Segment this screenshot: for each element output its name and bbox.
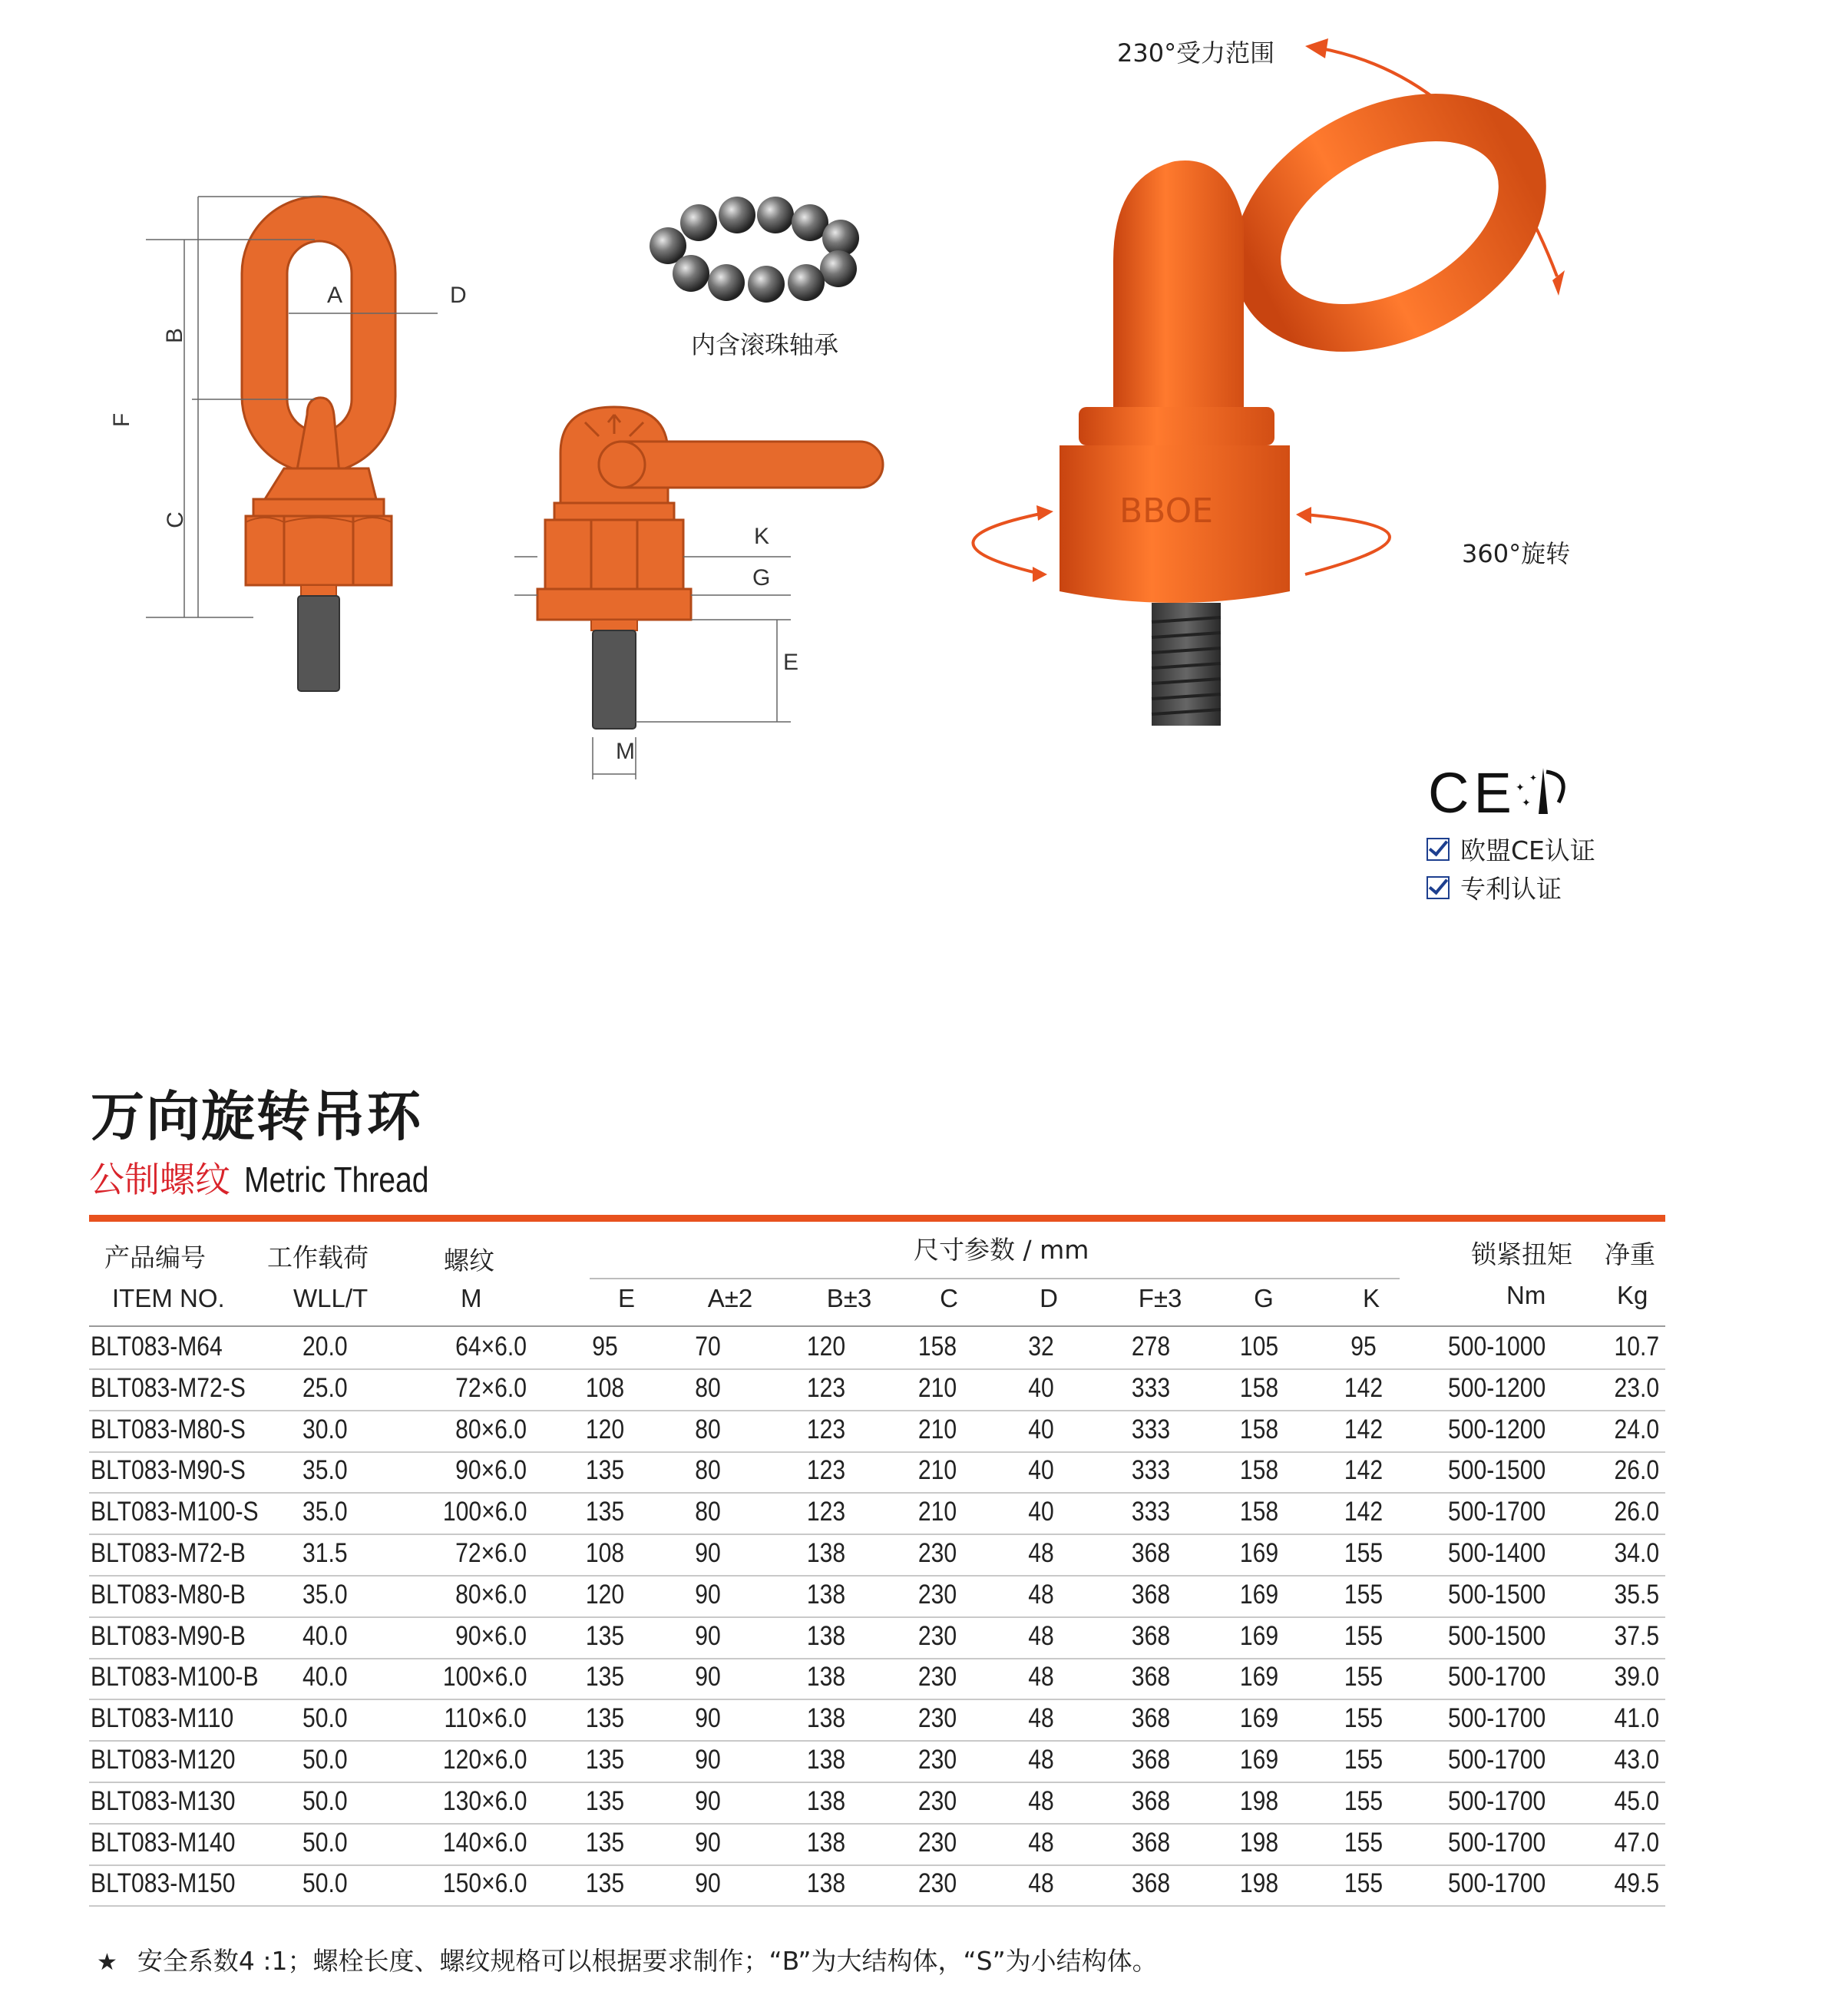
cell-weight: 37.5 [1614, 1620, 1659, 1651]
cell-torque: 500-1700 [1448, 1662, 1546, 1692]
cell-dim-B: 138 [806, 1827, 846, 1858]
cell-dim-K: 155 [1344, 1620, 1384, 1651]
dim-label-B: B [162, 327, 188, 344]
header-dim-group: 尺寸参数 / mm [914, 1235, 1089, 1265]
cell-dim-E: 135 [585, 1827, 625, 1858]
cell-thread: 130×6.0 [442, 1785, 527, 1816]
table-row [89, 1782, 1665, 1825]
cell-item-no: BLT083-M64 [91, 1332, 223, 1362]
cell-weight: 49.5 [1614, 1868, 1659, 1899]
header-wll-en: WLL/T [293, 1284, 369, 1312]
cell-weight: 10.7 [1614, 1332, 1659, 1362]
cell-dim-E: 135 [585, 1620, 625, 1651]
cell-dim-K: 142 [1344, 1372, 1384, 1403]
page-subtitle [89, 1152, 461, 1203]
cell-dim-D: 40 [1028, 1372, 1054, 1403]
cell-wll: 20.0 [302, 1332, 348, 1362]
cell-wll: 25.0 [302, 1372, 348, 1403]
table-row [89, 1492, 1665, 1535]
cell-thread: 110×6.0 [444, 1703, 527, 1734]
cell-dim-K: 155 [1344, 1868, 1384, 1899]
subtitle-en: Metric Thread [244, 1160, 429, 1199]
cell-dim-D: 48 [1028, 1868, 1054, 1899]
cell-dim-G: 169 [1239, 1579, 1279, 1610]
cell-wll: 50.0 [302, 1703, 348, 1734]
cell-dim-F: 368 [1131, 1538, 1171, 1568]
cell-dim-C: 230 [917, 1579, 957, 1610]
checked-checkbox-icon [1426, 838, 1450, 861]
cell-dim-F: 333 [1131, 1414, 1171, 1444]
cell-dim-F: 333 [1131, 1497, 1171, 1527]
cell-torque: 500-1400 [1448, 1538, 1546, 1568]
subtitle-cn: 公制螺纹 [89, 1159, 230, 1200]
cell-dim-D: 48 [1028, 1662, 1054, 1692]
cell-dim-E: 135 [585, 1868, 625, 1899]
table-row [89, 1451, 1665, 1494]
cell-dim-B: 123 [806, 1372, 846, 1403]
cell-dim-F: 368 [1131, 1745, 1171, 1775]
cell-thread: 100×6.0 [442, 1662, 527, 1692]
cell-dim-C: 230 [917, 1745, 957, 1775]
cell-dim-K: 142 [1344, 1414, 1384, 1444]
front-view-drawing [131, 192, 507, 722]
cell-dim-A: 80 [695, 1372, 721, 1403]
cell-dim-A: 90 [695, 1745, 721, 1775]
cell-dim-G: 158 [1239, 1455, 1279, 1486]
cell-dim-B: 123 [806, 1414, 846, 1444]
cell-dim-B: 123 [806, 1497, 846, 1527]
cell-dim-G: 198 [1239, 1868, 1279, 1899]
cell-dim-A: 90 [695, 1868, 721, 1899]
cell-torque: 500-1700 [1448, 1497, 1546, 1527]
header-item-cn: 产品编号 [104, 1242, 206, 1272]
header-thread-en: M [461, 1284, 482, 1312]
cell-dim-G: 105 [1239, 1332, 1279, 1362]
cell-dim-K: 155 [1344, 1538, 1384, 1568]
cell-weight: 43.0 [1614, 1745, 1659, 1775]
cell-thread: 90×6.0 [455, 1620, 527, 1651]
range-caption: 230°受力范围 [1117, 38, 1275, 68]
cell-dim-G: 169 [1239, 1620, 1279, 1651]
table-row [89, 1657, 1665, 1700]
cell-dim-G: 198 [1239, 1827, 1279, 1858]
table-row [89, 1410, 1665, 1453]
dim-label-C: C [162, 511, 188, 528]
cell-dim-E: 108 [585, 1538, 625, 1568]
cell-thread: 80×6.0 [455, 1414, 527, 1444]
cell-dim-G: 158 [1239, 1414, 1279, 1444]
footnote-text: 安全系数4 :1；螺栓长度、螺纹规格可以根据要求制作；“B”为大结构体，“S”为小结构体。 [137, 1946, 1158, 1976]
dim-label-D: D [450, 283, 467, 308]
table-row [89, 1616, 1665, 1659]
cell-dim-F: 368 [1131, 1662, 1171, 1692]
cell-dim-K: 155 [1344, 1785, 1384, 1816]
cert-item-ce [1426, 831, 1595, 867]
cell-dim-B: 138 [806, 1538, 846, 1568]
header-weight-cn: 净重 [1605, 1239, 1655, 1269]
cell-torque: 500-1700 [1448, 1827, 1546, 1858]
cell-dim-K: 142 [1344, 1497, 1384, 1527]
cell-dim-D: 48 [1028, 1785, 1054, 1816]
cell-dim-G: 158 [1239, 1497, 1279, 1527]
svg-text:BBOE: BBOE [1119, 491, 1214, 531]
cell-dim-D: 48 [1028, 1703, 1054, 1734]
bearing-caption: 内含滚珠轴承 [691, 330, 839, 359]
patent-logo-icon [1512, 764, 1574, 818]
table-row [89, 1534, 1665, 1577]
cell-thread: 150×6.0 [442, 1868, 527, 1899]
page-title: 万向旋转吊环 [91, 1085, 422, 1148]
cell-dim-A: 90 [695, 1703, 721, 1734]
cell-dim-D: 48 [1028, 1827, 1054, 1858]
dim-label-F: F [109, 412, 135, 428]
cell-dim-E: 135 [585, 1745, 625, 1775]
cell-dim-E: 95 [592, 1332, 618, 1362]
cell-dim-A: 90 [695, 1620, 721, 1651]
cell-dim-K: 155 [1344, 1745, 1384, 1775]
dim-label-M: M [616, 739, 635, 764]
cell-dim-C: 210 [917, 1414, 957, 1444]
cell-wll: 40.0 [302, 1620, 348, 1651]
dim-label-A: A [327, 283, 343, 308]
cell-torque: 500-1700 [1448, 1745, 1546, 1775]
cell-thread: 140×6.0 [442, 1827, 527, 1858]
cell-dim-F: 368 [1131, 1827, 1171, 1858]
cell-dim-C: 210 [917, 1372, 957, 1403]
cell-thread: 90×6.0 [455, 1455, 527, 1486]
cell-dim-B: 123 [806, 1455, 846, 1486]
cell-torque: 500-1500 [1448, 1620, 1546, 1651]
cell-torque: 500-1700 [1448, 1868, 1546, 1899]
cell-item-no: BLT083-M150 [91, 1868, 236, 1899]
cell-wll: 35.0 [302, 1455, 348, 1486]
cell-dim-B: 138 [806, 1579, 846, 1610]
cell-dim-D: 48 [1028, 1579, 1054, 1610]
cell-dim-D: 32 [1028, 1332, 1054, 1362]
header-wll-cn: 工作载荷 [267, 1242, 369, 1272]
cell-dim-A: 90 [695, 1785, 721, 1816]
cell-dim-D: 48 [1028, 1620, 1054, 1651]
cell-dim-C: 230 [917, 1538, 957, 1568]
header-torque-en: Nm [1506, 1281, 1546, 1309]
cell-weight: 24.0 [1614, 1414, 1659, 1444]
cell-torque: 500-1700 [1448, 1785, 1546, 1816]
cell-item-no: BLT083-M80-B [91, 1579, 246, 1610]
bearing-balls-image [637, 192, 868, 315]
cell-dim-C: 158 [917, 1332, 957, 1362]
cell-wll: 50.0 [302, 1745, 348, 1775]
cell-dim-F: 278 [1131, 1332, 1171, 1362]
cell-dim-G: 198 [1239, 1785, 1279, 1816]
cell-dim-F: 368 [1131, 1868, 1171, 1899]
cell-dim-C: 230 [917, 1662, 957, 1692]
header-dim-B: B±3 [826, 1284, 872, 1312]
cell-wll: 50.0 [302, 1785, 348, 1816]
cell-dim-F: 368 [1131, 1579, 1171, 1610]
cell-torque: 500-1500 [1448, 1455, 1546, 1486]
header-dim-C: C [940, 1284, 958, 1312]
header-dim-F: F±3 [1138, 1284, 1182, 1312]
cell-dim-C: 230 [917, 1620, 957, 1651]
cell-dim-K: 155 [1344, 1579, 1384, 1610]
cell-item-no: BLT083-M72-B [91, 1538, 246, 1568]
cell-thread: 72×6.0 [455, 1372, 527, 1403]
cell-dim-C: 230 [917, 1785, 957, 1816]
header-thread-cn: 螺纹 [444, 1246, 494, 1276]
cell-dim-K: 155 [1344, 1662, 1384, 1692]
cell-item-no: BLT083-M120 [91, 1745, 236, 1775]
cell-dim-A: 80 [695, 1497, 721, 1527]
cell-weight: 35.5 [1614, 1579, 1659, 1610]
dim-label-E: E [783, 650, 799, 675]
cell-thread: 72×6.0 [455, 1538, 527, 1568]
cell-torque: 500-1200 [1448, 1414, 1546, 1444]
cell-dim-K: 142 [1344, 1455, 1384, 1486]
cell-wll: 40.0 [302, 1662, 348, 1692]
cell-dim-D: 40 [1028, 1455, 1054, 1486]
table-row [89, 1823, 1665, 1866]
cell-dim-B: 138 [806, 1703, 846, 1734]
svg-text:✦: ✦ [1516, 782, 1525, 794]
header-dim-G: G [1254, 1284, 1274, 1312]
cell-dim-B: 138 [806, 1745, 846, 1775]
cell-dim-B: 138 [806, 1662, 846, 1692]
cell-weight: 41.0 [1614, 1703, 1659, 1734]
cell-dim-G: 169 [1239, 1662, 1279, 1692]
cell-weight: 39.0 [1614, 1662, 1659, 1692]
cell-dim-A: 80 [695, 1414, 721, 1444]
cell-dim-B: 138 [806, 1785, 846, 1816]
cell-item-no: BLT083-M130 [91, 1785, 236, 1816]
cell-thread: 120×6.0 [442, 1745, 527, 1775]
cell-dim-F: 333 [1131, 1372, 1171, 1403]
cell-wll: 31.5 [302, 1538, 348, 1568]
cell-thread: 100×6.0 [442, 1497, 527, 1527]
rotation-caption: 360°旋转 [1462, 539, 1571, 568]
header-dim-D: D [1040, 1284, 1058, 1312]
cell-item-no: BLT083-M90-B [91, 1620, 246, 1651]
header-group-line [590, 1278, 1400, 1279]
cell-weight: 47.0 [1614, 1827, 1659, 1858]
cell-dim-F: 368 [1131, 1620, 1171, 1651]
header-dim-K: K [1362, 1284, 1380, 1312]
table-row [89, 1699, 1665, 1742]
side-view-drawing [499, 392, 914, 791]
cell-torque: 500-1500 [1448, 1579, 1546, 1610]
header-dim-A: A±2 [707, 1284, 753, 1312]
cell-dim-E: 135 [585, 1497, 625, 1527]
cell-dim-E: 135 [585, 1703, 625, 1734]
cell-thread: 80×6.0 [455, 1579, 527, 1610]
cell-weight: 26.0 [1614, 1455, 1659, 1486]
table-row [89, 1327, 1665, 1370]
cell-item-no: BLT083-M80-S [91, 1414, 246, 1444]
cell-item-no: BLT083-M72-S [91, 1372, 246, 1403]
cell-dim-E: 135 [585, 1455, 625, 1486]
cell-dim-E: 135 [585, 1662, 625, 1692]
cert-item-patent [1426, 869, 1562, 905]
cell-dim-F: 368 [1131, 1703, 1171, 1734]
cell-dim-D: 48 [1028, 1538, 1054, 1568]
cell-dim-A: 90 [695, 1579, 721, 1610]
cell-item-no: BLT083-M100-B [91, 1662, 259, 1692]
cell-wll: 50.0 [302, 1827, 348, 1858]
cell-weight: 26.0 [1614, 1497, 1659, 1527]
cell-dim-F: 368 [1131, 1785, 1171, 1816]
header-item-en: ITEM NO. [112, 1284, 225, 1312]
header-weight-en: Kg [1617, 1281, 1648, 1309]
cell-item-no: BLT083-M110 [91, 1703, 234, 1734]
cell-dim-A: 80 [695, 1455, 721, 1486]
cell-dim-G: 169 [1239, 1703, 1279, 1734]
cell-wll: 35.0 [302, 1579, 348, 1610]
cell-torque: 500-1700 [1448, 1703, 1546, 1734]
footnote [97, 1941, 1158, 1977]
cell-torque: 500-1200 [1448, 1372, 1546, 1403]
cell-item-no: BLT083-M100-S [91, 1497, 259, 1527]
cert-label: 欧盟CE认证 [1460, 835, 1595, 865]
star-icon: ★ [97, 1949, 117, 1976]
cell-dim-K: 95 [1350, 1332, 1377, 1362]
cell-dim-D: 48 [1028, 1745, 1054, 1775]
svg-text:✦: ✦ [1522, 797, 1531, 809]
table-row [89, 1864, 1665, 1907]
title-divider [89, 1215, 1665, 1222]
header-dim-E: E [617, 1284, 635, 1312]
cell-dim-C: 210 [917, 1455, 957, 1486]
cert-label: 专利认证 [1460, 874, 1562, 904]
cell-dim-B: 138 [806, 1868, 846, 1899]
cell-wll: 35.0 [302, 1497, 348, 1527]
cell-dim-F: 333 [1131, 1455, 1171, 1486]
cell-dim-K: 155 [1344, 1703, 1384, 1734]
cell-dim-B: 120 [806, 1332, 846, 1362]
cell-thread: 64×6.0 [455, 1332, 527, 1362]
cell-dim-G: 158 [1239, 1372, 1279, 1403]
cell-dim-C: 230 [917, 1827, 957, 1858]
checked-checkbox-icon [1426, 876, 1450, 899]
cell-weight: 34.0 [1614, 1538, 1659, 1568]
cell-dim-A: 90 [695, 1827, 721, 1858]
cell-wll: 30.0 [302, 1414, 348, 1444]
table-row [89, 1368, 1665, 1411]
cell-dim-B: 138 [806, 1620, 846, 1651]
cell-dim-C: 230 [917, 1868, 957, 1899]
table-row [89, 1575, 1665, 1618]
cell-dim-K: 155 [1344, 1827, 1384, 1858]
cell-dim-E: 120 [585, 1414, 625, 1444]
svg-text:✦: ✦ [1529, 773, 1538, 783]
cell-wll: 50.0 [302, 1868, 348, 1899]
cell-dim-E: 135 [585, 1785, 625, 1816]
cell-torque: 500-1000 [1448, 1332, 1546, 1362]
cell-dim-C: 210 [917, 1497, 957, 1527]
cell-dim-E: 120 [585, 1579, 625, 1610]
dim-label-G: G [752, 565, 771, 591]
cell-dim-D: 40 [1028, 1497, 1054, 1527]
table-row [89, 1740, 1665, 1783]
header-torque-cn: 锁紧扭矩 [1471, 1239, 1572, 1269]
product-photo [921, 31, 1597, 783]
cell-dim-C: 230 [917, 1703, 957, 1734]
cell-dim-A: 90 [695, 1662, 721, 1692]
cell-dim-A: 90 [695, 1538, 721, 1568]
cell-dim-D: 40 [1028, 1414, 1054, 1444]
cell-dim-G: 169 [1239, 1538, 1279, 1568]
cell-dim-E: 108 [585, 1372, 625, 1403]
cell-dim-A: 70 [695, 1332, 721, 1362]
dim-label-K: K [754, 524, 770, 549]
cell-dim-G: 169 [1239, 1745, 1279, 1775]
cell-weight: 45.0 [1614, 1785, 1659, 1816]
cell-weight: 23.0 [1614, 1372, 1659, 1403]
cell-item-no: BLT083-M140 [91, 1827, 236, 1858]
ce-mark-logo: CE [1428, 761, 1516, 825]
cell-item-no: BLT083-M90-S [91, 1455, 246, 1486]
